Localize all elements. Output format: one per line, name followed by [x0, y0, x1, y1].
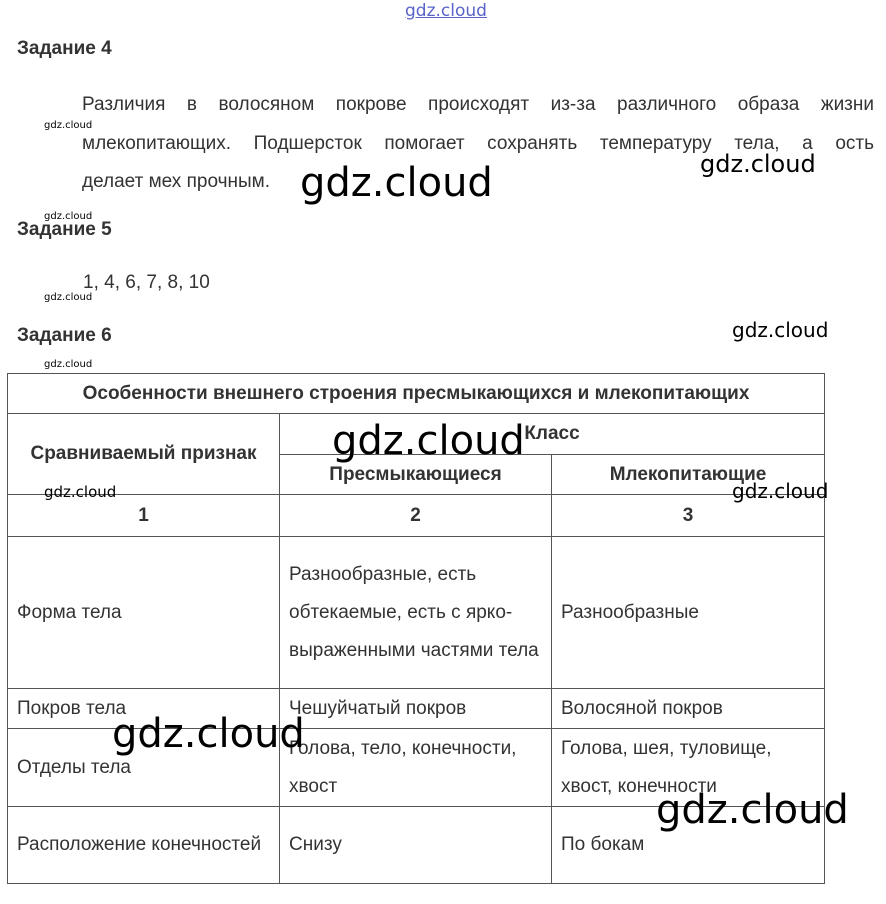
- watermark-small: gdz.cloud: [44, 211, 93, 222]
- task4-heading: Задание 4: [17, 38, 112, 59]
- reptiles-cell: Чешуйчатый покров: [280, 689, 552, 729]
- watermark-small: gdz.cloud: [44, 292, 93, 303]
- reptiles-cell: Голова, тело, конечности, хвост: [280, 729, 552, 807]
- mammals-cell: По бокам: [552, 807, 825, 884]
- table-title: Особенности внешнего строения пресмыкающихся и млекопитающих: [8, 374, 825, 414]
- watermark-small: gdz.cloud: [44, 359, 93, 370]
- reptiles-column-header: Пресмыкающиеся: [280, 455, 552, 495]
- mammals-column-header: Млекопитающие: [552, 455, 825, 495]
- reptiles-cell: Снизу: [280, 807, 552, 884]
- watermark-mid: gdz.cloud: [700, 150, 816, 178]
- feature-column-header: Сравниваемый признак: [8, 414, 280, 495]
- watermark-top[interactable]: gdz.cloud: [405, 1, 487, 21]
- mammals-cell: Волосяной покров: [552, 689, 825, 729]
- task4-line-1: Различия в волосяном покрове происходят из-за различного образа жизни: [82, 94, 874, 115]
- watermark-mid: gdz.cloud: [732, 318, 829, 342]
- column-number-2: 2: [280, 495, 552, 537]
- task6-heading: Задание 6: [17, 325, 112, 346]
- task5-answer: 1, 4, 6, 7, 8, 10: [83, 272, 210, 293]
- column-number-1: 1: [8, 495, 280, 537]
- task4-line-2: млекопитающих. Подшерсток помогает сохранять температуру тела, а ость: [82, 132, 874, 154]
- task5-heading: Задание 5: [17, 219, 112, 240]
- reptiles-cell: Разнообразные, есть обтекаемые, есть с ярко-выраженными частями тела: [280, 537, 552, 689]
- column-number-3: 3: [552, 495, 825, 537]
- watermark-big: gdz.cloud: [332, 418, 525, 464]
- watermark-small: gdz.cloud: [44, 120, 93, 131]
- watermark-big: gdz.cloud: [300, 160, 493, 206]
- watermark-big: gdz.cloud: [656, 787, 849, 833]
- class-header: Класс: [280, 414, 825, 455]
- feature-cell: Покров тела: [8, 689, 280, 729]
- table-row: [8, 537, 825, 689]
- watermark-small: gdz.cloud: [44, 483, 117, 501]
- task4-line-3: делает мех прочным.: [82, 171, 270, 192]
- mammals-cell: Голова, шея, туловище, хвост, конечности: [552, 729, 825, 807]
- mammals-cell: Разнообразные: [552, 537, 825, 689]
- feature-cell: Расположение конечностей: [8, 807, 280, 884]
- feature-cell: Отделы тела: [8, 729, 280, 807]
- feature-cell: Форма тела: [8, 537, 280, 689]
- watermark-big: gdz.cloud: [112, 711, 305, 757]
- watermark-mid: gdz.cloud: [732, 479, 829, 503]
